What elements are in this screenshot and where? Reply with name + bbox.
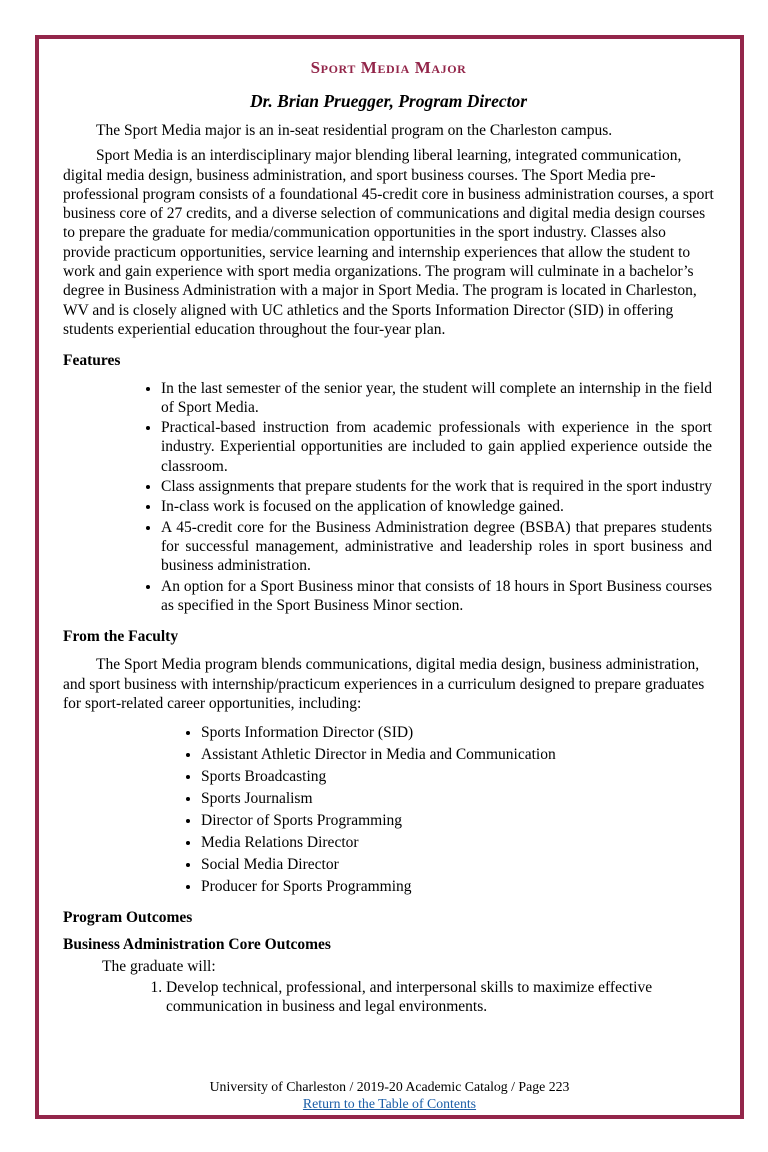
career-item: • Sports Journalism	[201, 789, 714, 808]
feature-item: • A 45-credit core for the Business Administration degree (BSBA) that prepares students for successful management, administrative and leadership roles in sport business and business administration.	[161, 518, 714, 576]
features-list	[63, 379, 714, 616]
footer-catalog-line: University of Charleston / 2019-20 Academic Catalog / Page 223	[209, 1079, 570, 1094]
careers-list	[63, 723, 714, 896]
feature-item: • In the last semester of the senior year, the student will complete an internship in the field of Sport Media.	[161, 379, 714, 418]
features-heading: Features	[63, 352, 121, 370]
feature-item: • In-class work is focused on the application of knowledge gained.	[161, 497, 714, 516]
page-footer	[39, 1078, 740, 1112]
career-item: • Assistant Athletic Director in Media and Communication	[201, 745, 714, 764]
table-of-contents-link[interactable]: Return to the Table of Contents	[302, 1096, 477, 1111]
page-title: Sport Media Major	[310, 58, 467, 77]
career-item: • Social Media Director	[201, 855, 714, 874]
career-item: • Sports Information Director (SID)	[201, 723, 714, 742]
page-border	[35, 35, 744, 1119]
outcome-item: 1. Develop technical, professional, and interpersonal skills to maximize effective communication in business and legal environments.	[166, 978, 714, 1017]
from-the-faculty-heading: From the Faculty	[63, 628, 179, 646]
intro-paragraph-2: Sport Media is an interdisciplinary major blending liberal learning, integrated communication, digital media design, business administration, and sport business courses. The Sport Media pre-professional program consists of a foundational 45-credit core in business administration courses, a sport business core of 27 credits, and a diverse selection of communications and digital media design courses to prepare the graduate for media/communication opportunities in the sport industry. Classes also provide practicum opportunities, service learning and internship experiences that allow the student to work and gain experience with sport media organizations. The program will culminate in a bachelor’s degree in Business Administration with a major in Sport Media. The program is located in Charleston, WV and is closely aligned with UC athletics and the Sports Information Director (SID) in offering students experiential education throughout the four-year plan.	[63, 147, 714, 338]
feature-item: • Practical-based instruction from academic professionals with experience in the sport industry. Experiential opportunities are included to gain applied experience outside the classroom.	[161, 418, 714, 476]
career-item: • Sports Broadcasting	[201, 767, 714, 786]
program-director-subtitle: Dr. Brian Pruegger, Program Director	[249, 91, 528, 111]
career-item: • Director of Sports Programming	[201, 811, 714, 830]
feature-item: • Class assignments that prepare students for the work that is required in the sport industry	[161, 477, 714, 496]
career-item: • Media Relations Director	[201, 833, 714, 852]
faculty-paragraph: The Sport Media program blends communications, digital media design, business administration, and sport business with internship/practicum experiences in a curriculum designed to prepare graduates for sport-related career opportunities, including:	[63, 656, 705, 713]
graduate-will-lead: The graduate will:	[102, 958, 216, 976]
program-outcomes-heading: Program Outcomes	[63, 908, 193, 926]
ba-core-outcomes-heading: Business Administration Core Outcomes	[63, 936, 331, 954]
feature-item: • An option for a Sport Business minor that consists of 18 hours in Sport Business courses as specified in the Sport Business Minor section.	[161, 577, 714, 616]
outcomes-list	[63, 978, 714, 1017]
intro-paragraph-1: The Sport Media major is an in-seat residential program on the Charleston campus.	[96, 122, 613, 139]
career-item: • Producer for Sports Programming	[201, 877, 714, 896]
